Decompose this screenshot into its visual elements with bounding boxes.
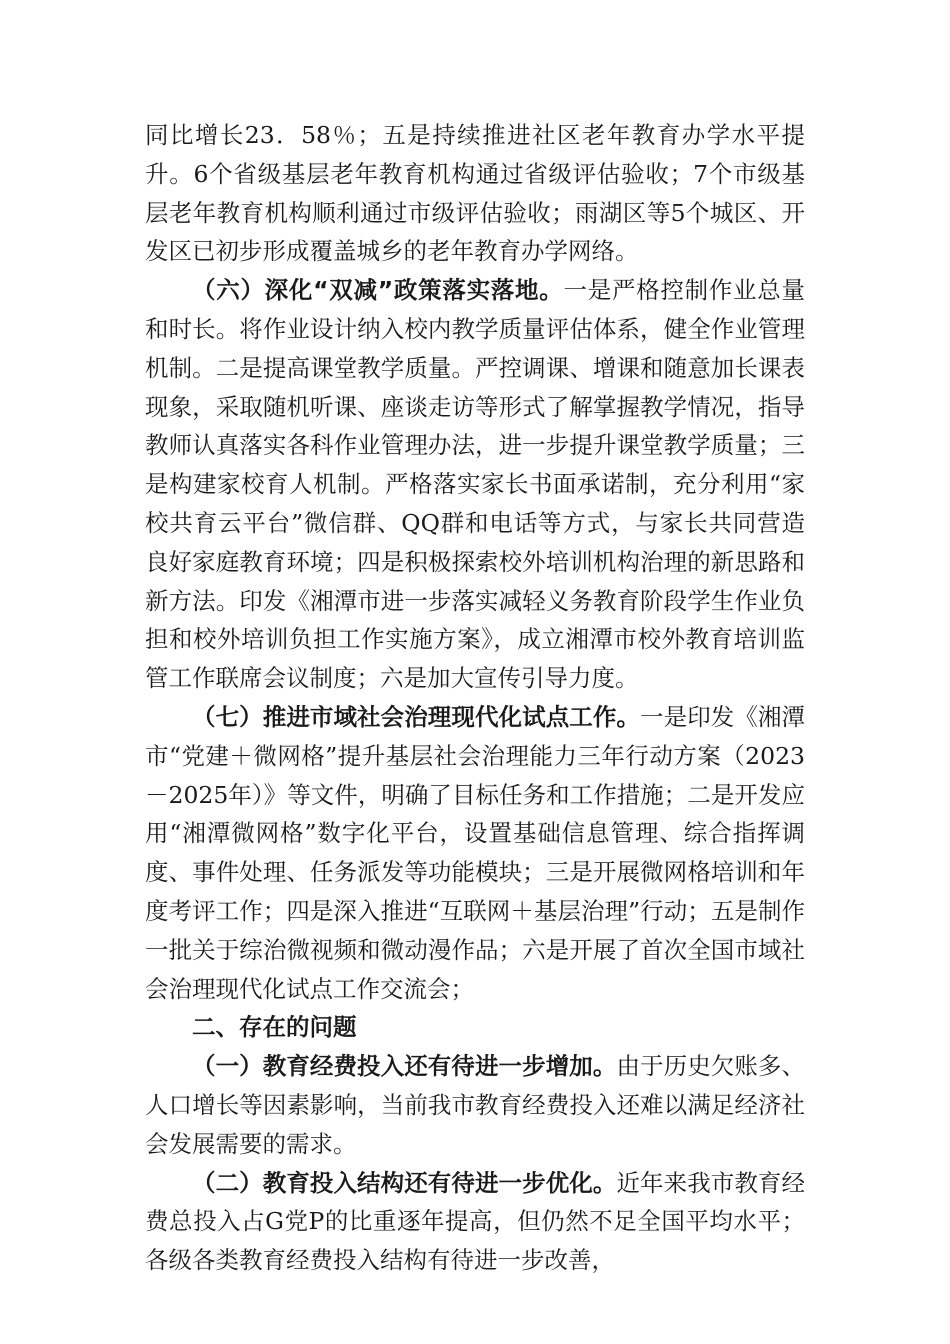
paragraph-text: 近年来我市教育经费总投入占G党P的比重逐年提高，但仍然不足全国平均水平；各级各类教育经费投入结构有待进一步改善， [145,1168,806,1275]
paragraph-continuation [145,116,805,271]
paragraph-social-governance [145,698,805,1008]
paragraph-text: 一是严格控制作业总量和时长。将作业设计纳入校内教学质量评估体系，健全作业管理机制。二是提高课堂教学质量。严控调课、增课和随意加长课表现象，采取随机听课、座谈走访等形式了解掌握教学情况，指导教师认真落实各科作业管理办法，进一步提升课堂教学质量；三是构建家校育人机制。严格落实家长书面承诺制，充分利用“家校共育云平台”微信群、QQ群和电话等方式，与家长共同营造良好家庭教育环境；四是积极探索校外培训机构治理的新思路和新方法。印发《湘潭市进一步落实减轻义务教育阶段学生作业负担和校外培训负担工作实施方案》，成立湘潭市校外教育培训监管工作联席会议制度；六是加大宣传引导力度。 [145,276,806,693]
paragraph-lead: （六）深化“双减”政策落实落地。 [192,276,564,305]
paragraph-lead: （七）推进市域社会治理现代化试点工作。 [192,702,641,731]
paragraph-problem-funding [145,1047,805,1163]
paragraph-double-reduction [145,271,805,698]
paragraph-text: 由于历史欠账多、人口增长等因素影响，当前我市教育经费投入还难以满足经济社会发展需要的需求。 [145,1052,806,1158]
section-heading: 二、存在的问题 [192,1013,357,1042]
paragraph-lead: （二）教育投入结构还有待进一步优化。 [192,1168,617,1197]
paragraph-text: 同比增长23．58％；五是持续推进社区老年教育办学水平提升。6个省级基层老年教育机构通过省级评估验收；7个市级基层老年教育机构顺利通过市级评估验收；雨湖区等5个城区、开发区已初步形成覆盖城乡的老年教育办学网络。 [145,121,805,266]
document-body [145,116,805,1280]
paragraph-text: 一是印发《湘潭市“党建＋微网格”提升基层社会治理能力三年行动方案（2023－2025年）》等文件，明确了目标任务和工作措施；二是开发应用“湘潭微网格”数字化平台，设置基础信息管理、综合指挥调度、事件处理、任务派发等功能模块；三是开展微网格培训和年度考评工作；四是深入推进“互联网＋基层治理”行动；五是制作一批关于综治微视频和微动漫作品；六是开展了首次全国市域社会治理现代化试点工作交流会； [145,702,806,1003]
paragraph-problem-structure [145,1164,805,1280]
paragraph-lead: （一）教育经费投入还有待进一步增加。 [192,1052,617,1081]
